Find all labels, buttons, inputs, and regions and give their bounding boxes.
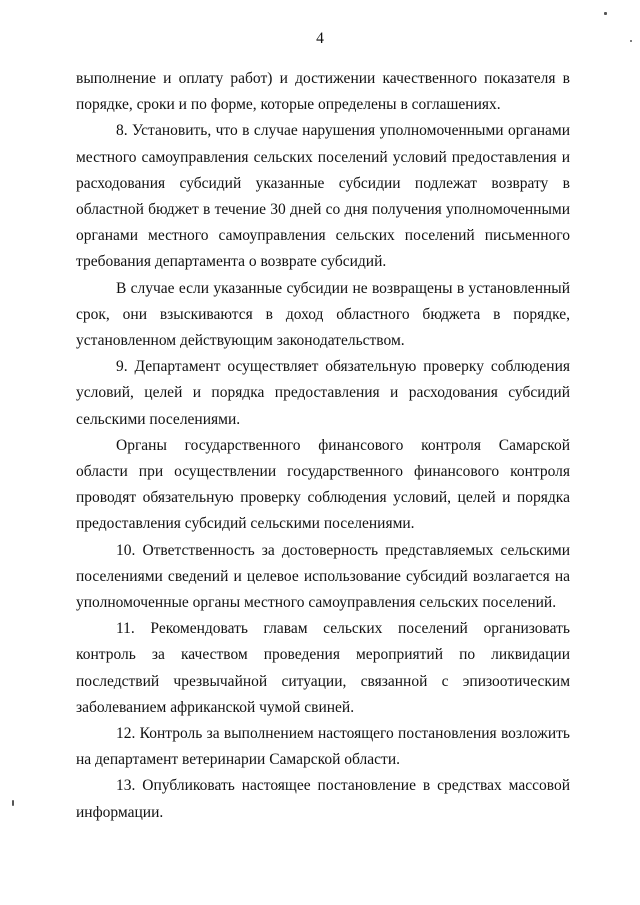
paragraph-11: 11. Рекомендовать главам сельских поселений организовать контроль за качеством проведения мероприятий по ликвидации последствий чрезвычайной ситуации, связанной с эпизоотическим заболеванием африканской чумой свиней. xyxy=(76,620,570,716)
paragraph-10: 10. Ответственность за достоверность представляемых сельскими поселениями сведений и целевое использование субсидий возлагается на уполномоченные органы местного самоуправления сельских поселений. xyxy=(76,541,570,612)
paragraph-8-return: В случае если указанные субсидии не возвращены в установленный срок, они взыскиваются в доход областного бюджета в порядке, установленном действующим законодательством. xyxy=(76,279,570,350)
paragraph-8: 8. Установить, что в случае нарушения уполномоченными органами местного самоуправления сельских поселений условий предоставления и расходования субсидий указанные субсидии подлежат возврату в областной бюджет в течение 30 дней со дня получения уполномоченными органами местного самоуправления сельских поселений письменного требования департамента о возврате субсидий. xyxy=(76,122,570,271)
document-body xyxy=(76,66,570,826)
scan-mark-dot xyxy=(12,800,14,806)
paragraph-9: 9. Департамент осуществляет обязательную проверку соблюдения условий, целей и порядка предоставления и расходования субсидий сельскими поселениями. xyxy=(76,358,570,428)
paragraph-12: 12. Контроль за выполнением настоящего постановления возложить на департамент ветеринарии Самарской области. xyxy=(76,725,570,769)
scan-mark-dot xyxy=(630,40,632,42)
scan-mark-dot xyxy=(604,12,607,15)
page-number: 4 xyxy=(316,30,324,47)
paragraph-continuation: выполнение и оплату работ) и достижении качественного показателя в порядке, сроки и по форме, которые определены в соглашениях. xyxy=(76,70,570,114)
paragraph-9-control: Органы государственного финансового контроля Самарской области при осуществлении государственного финансового контроля проводят обязательную проверку соблюдения условий, целей и порядка предоставления субсидий сельскими поселениями. xyxy=(76,436,570,533)
paragraph-13: 13. Опубликовать настоящее постановление в средствах массовой информации. xyxy=(76,777,570,821)
